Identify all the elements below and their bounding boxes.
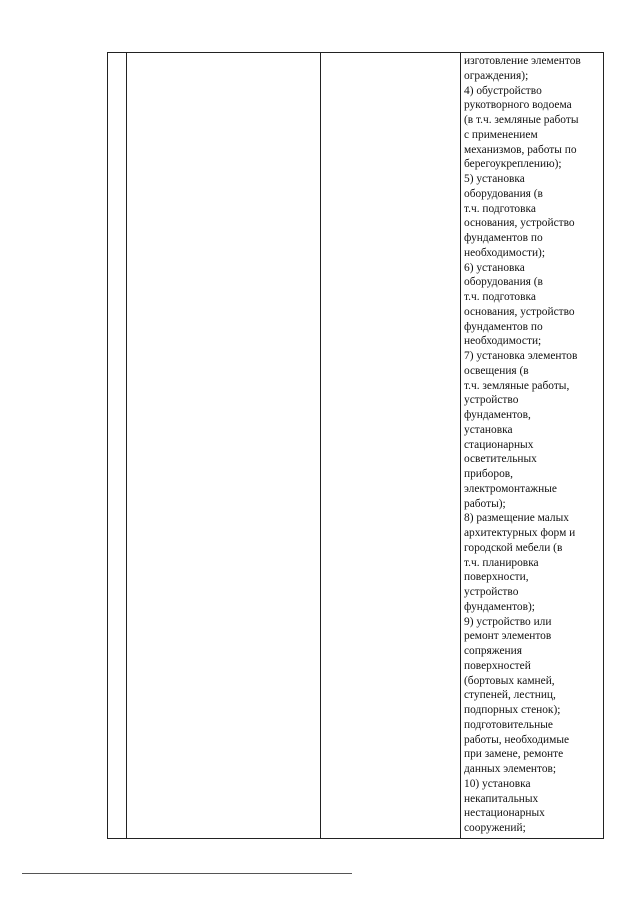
cell-line: ремонт элементов <box>464 630 552 643</box>
cell-line: нестационарных <box>464 807 545 820</box>
column-divider-1 <box>126 53 127 838</box>
column-divider-2 <box>320 53 321 838</box>
cell-line: с применением <box>464 128 538 141</box>
cell-line: работы, необходимые <box>464 733 570 746</box>
cell-line: городской мебели (в <box>464 541 563 554</box>
cell-line: некапитальных <box>464 792 539 805</box>
cell-line: ступеней, лестниц, <box>464 689 556 702</box>
column-divider-3 <box>460 53 461 838</box>
cell-line: т.ч. подготовка <box>464 202 536 215</box>
cell-line: фундаментов по <box>464 232 543 244</box>
cell-line: 6) установка <box>464 261 525 274</box>
cell-line: установка <box>464 423 513 436</box>
cell-line: поверхностей <box>464 659 531 672</box>
cell-line: 4) обустройство <box>464 84 542 97</box>
cell-line: т.ч. планировка <box>464 556 539 569</box>
cell-line: механизмов, работы по <box>464 143 577 156</box>
cell-line: электромонтажные <box>464 482 557 495</box>
cell-line: приборов, <box>464 468 513 480</box>
footnote-rule <box>22 873 352 874</box>
cell-line: 8) размещение малых <box>464 512 569 525</box>
cell-line: основания, устройство <box>464 305 575 318</box>
cell-line: изготовление элементов <box>464 55 581 67</box>
cell-line: оборудования (в <box>464 187 543 200</box>
cell-line: необходимости; <box>464 335 542 348</box>
cell-line: 9) устройство или <box>464 615 552 628</box>
cell-line: 5) установка <box>464 173 525 185</box>
cell-line: (бортовых камней, <box>464 674 555 687</box>
works-table <box>107 52 604 839</box>
cell-line: работы); <box>464 497 506 510</box>
cell-line: ограждения); <box>464 69 529 82</box>
cell-line: фундаментов, <box>464 409 531 421</box>
cell-line: освещения (в <box>464 364 529 377</box>
cell-line: стационарных <box>464 438 534 451</box>
cell-line: оборудования (в <box>464 276 543 289</box>
cell-line: подготовительные <box>464 718 553 731</box>
cell-line: архитектурных форм и <box>464 527 576 539</box>
cell-line: берегоукреплению); <box>464 158 562 171</box>
cell-line: рукотворного водоема <box>464 99 572 112</box>
cell-line: т.ч. земляные работы, <box>464 379 570 392</box>
cell-line: осветительных <box>464 453 537 466</box>
cell-line: устройство <box>464 394 519 407</box>
works-list-cell <box>464 54 604 836</box>
cell-line: (в т.ч. земляные работы <box>464 114 579 126</box>
cell-line: т.ч. подготовка <box>464 291 536 303</box>
cell-line: необходимости); <box>464 246 546 259</box>
cell-line: 10) установка <box>464 777 531 790</box>
cell-line: устройство <box>464 586 519 598</box>
cell-line: фундаментов по <box>464 320 543 333</box>
cell-line: при замене, ремонте <box>464 748 564 761</box>
cell-line: подпорных стенок); <box>464 704 561 716</box>
cell-line: поверхности, <box>464 571 529 584</box>
cell-line: данных элементов; <box>464 763 557 775</box>
cell-line: сооружений; <box>464 822 526 834</box>
cell-line: 7) установка элементов <box>464 350 578 362</box>
cell-line: сопряжения <box>464 645 522 657</box>
cell-line: фундаментов); <box>464 600 535 613</box>
cell-line: основания, устройство <box>464 217 575 230</box>
